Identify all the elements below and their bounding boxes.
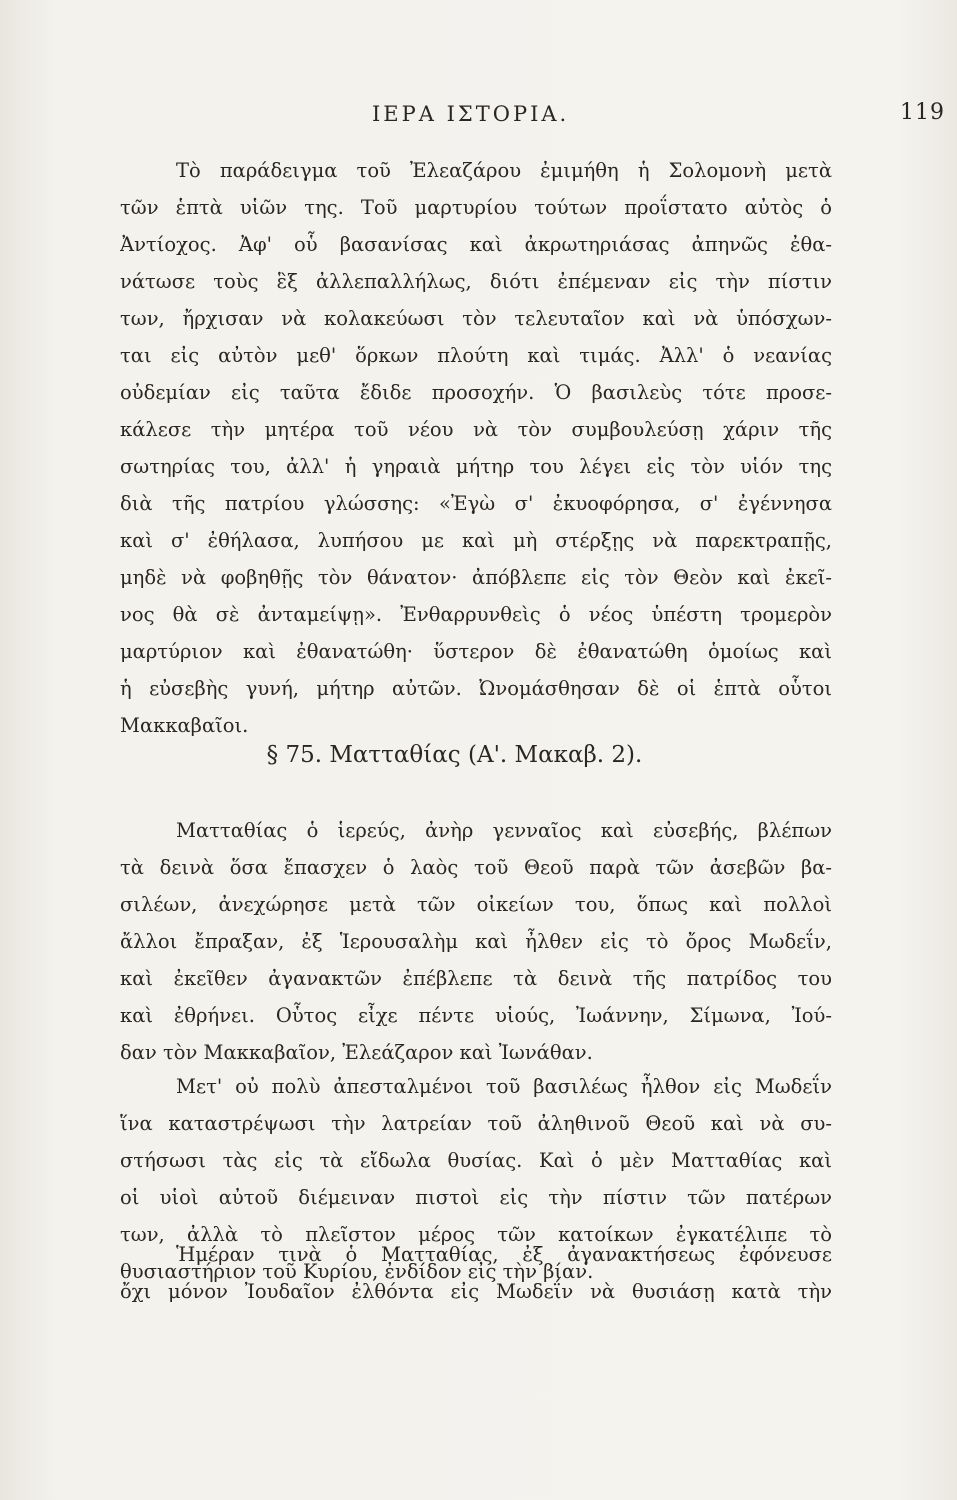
text-line: στήσωσι τὰς εἰς τὰ εἴδωλα θυσίας. Καὶ ὁ μὲν Ματταθίας καὶ	[120, 1149, 832, 1172]
text-line: τὰ δεινὰ ὅσα ἔπασχεν ὁ λαὸς τοῦ Θεοῦ παρὰ τῶν ἀσεβῶν βα-	[120, 856, 832, 879]
text-line: ἡ εὐσεβὴς γυνή, μήτηρ αὐτῶν. Ὠνομάσθησαν δὲ οἱ ἑπτὰ οὗτοι	[120, 677, 832, 700]
text-line: ται εἰς αὐτὸν μεθ' ὅρκων πλούτη καὶ τιμάς. Ἀλλ' ὁ νεανίας	[120, 344, 832, 367]
section-heading	[0, 742, 957, 768]
text-line: δαν τὸν Μακκαβαῖον, Ἐλεάζαρον καὶ Ἰωνάθαν.	[120, 1041, 593, 1064]
text-line: Μετ' οὐ πολὺ ἀπεσταλμένοι τοῦ βασιλέως ἦλθον εἰς Μωδεΐν	[176, 1075, 832, 1098]
text-line: των, ἀλλὰ τὸ πλεῖστον μέρος τῶν κατοίκων ἐγκατέλιπε τὸ	[120, 1223, 832, 1246]
text-line: μηδὲ νὰ φοβηθῇς τὸν θάνατον· ἀπόβλεπε εἰς τὸν Θεὸν καὶ ἐκεῖ-	[120, 566, 832, 589]
paragraph-solomone-martyrdom	[120, 152, 832, 744]
text-line: διὰ τῆς πατρίου γλώσσης: «Ἐγὼ σ' ἐκυοφόρησα, σ' ἐγέννησα	[120, 492, 832, 515]
text-line: κάλεσε τὴν μητέρα τοῦ νέου νὰ τὸν συμβουλεύσῃ χάριν τῆς	[120, 418, 832, 441]
text-line: Ματταθίας ὁ ἱερεύς, ἀνὴρ γενναῖος καὶ εὐσεβής, βλέπων	[176, 819, 832, 842]
running-title: ΙΕΡΑ ΙΣΤΟΡΙΑ.	[372, 102, 570, 126]
text-line: ἵνα καταστρέψωσι τὴν λατρείαν τοῦ ἀληθινοῦ Θεοῦ καὶ νὰ συ-	[120, 1112, 832, 1135]
text-line: ὄχι μόνον Ἰουδαῖον ἐλθόντα εἰς Μωδεΐν νὰ θυσιάσῃ κατὰ τὴν	[120, 1280, 832, 1303]
text-line: Ἡμέραν τινὰ ὁ Ματταθίας, ἐξ ἀγανακτήσεως ἐφόνευσε	[176, 1243, 832, 1266]
text-line: νάτωσε τοὺς ἓξ ἀλλεπαλλήλως, διότι ἐπέμεναν εἰς τὴν πίστιν	[120, 270, 832, 293]
page-header	[0, 96, 957, 136]
text-line: οὐδεμίαν εἰς ταῦτα ἔδιδε προσοχήν. Ὁ βασιλεὺς τότε προσε-	[120, 381, 832, 404]
text-line: Μακκαβαῖοι.	[120, 714, 249, 737]
text-line: νος θὰ σὲ ἀνταμείψῃ». Ἐνθαρρυνθεὶς ὁ νέος ὑπέστη τρομερὸν	[120, 603, 832, 626]
text-line: Τὸ παράδειγμα τοῦ Ἐλεαζάρου ἐμιμήθη ἡ Σολομονὴ μετὰ	[176, 159, 832, 182]
text-line: σωτηρίας του, ἀλλ' ἡ γηραιὰ μήτηρ του λέγει εἰς τὸν υἱόν της	[120, 455, 832, 478]
paragraph-one-day	[120, 1236, 832, 1310]
paragraph-mattathias-intro	[120, 812, 832, 1071]
text-line: των, ἤρχισαν νὰ κολακεύωσι τὸν τελευταῖον καὶ νὰ ὑπόσχων-	[120, 307, 832, 330]
text-line: Ἀντίοχος. Ἀφ' οὗ βασανίσας καὶ ἀκρωτηριάσας ἀπηνῶς ἐθα-	[120, 233, 832, 256]
text-line: ἄλλοι ἔπραξαν, ἐξ Ἱερουσαλὴμ καὶ ἦλθεν εἰς τὸ ὄρος Μωδεΐν,	[120, 930, 832, 953]
section-heading-text: § 75. Ματταθίας (Α'. Μακαβ. 2).	[266, 742, 643, 768]
text-line: τῶν ἑπτὰ υἱῶν της. Τοῦ μαρτυρίου τούτων προΐστατο αὐτὸς ὁ	[120, 196, 832, 219]
text-line: καὶ σ' ἐθήλασα, λυπήσου με καὶ μὴ στέρξῃς νὰ παρεκτραπῇς,	[120, 529, 832, 552]
text-line: θυσιαστήριον τοῦ Κυρίου, ἐνδίδον εἰς τὴν βίαν.	[120, 1260, 594, 1283]
text-line: καὶ ἐκεῖθεν ἀγανακτῶν ἐπέβλεπε τὰ δεινὰ τῆς πατρίδος του	[120, 967, 832, 990]
text-line: σιλέων, ἀνεχώρησε μετὰ τῶν οἰκείων του, ὅπως καὶ πολλοὶ	[120, 893, 832, 916]
text-line: οἱ υἱοὶ αὐτοῦ διέμειναν πιστοὶ εἰς τὴν πίστιν τῶν πατέρων	[120, 1186, 832, 1209]
text-line: καὶ ἐθρήνει. Οὗτος εἶχε πέντε υἱούς, Ἰωάννην, Σίμωνα, Ἰού-	[120, 1004, 832, 1027]
text-line: μαρτύριον καὶ ἐθανατώθη· ὕστερον δὲ ἐθανατώθη ὁμοίως καὶ	[120, 640, 832, 663]
page-number: 119	[900, 100, 945, 125]
